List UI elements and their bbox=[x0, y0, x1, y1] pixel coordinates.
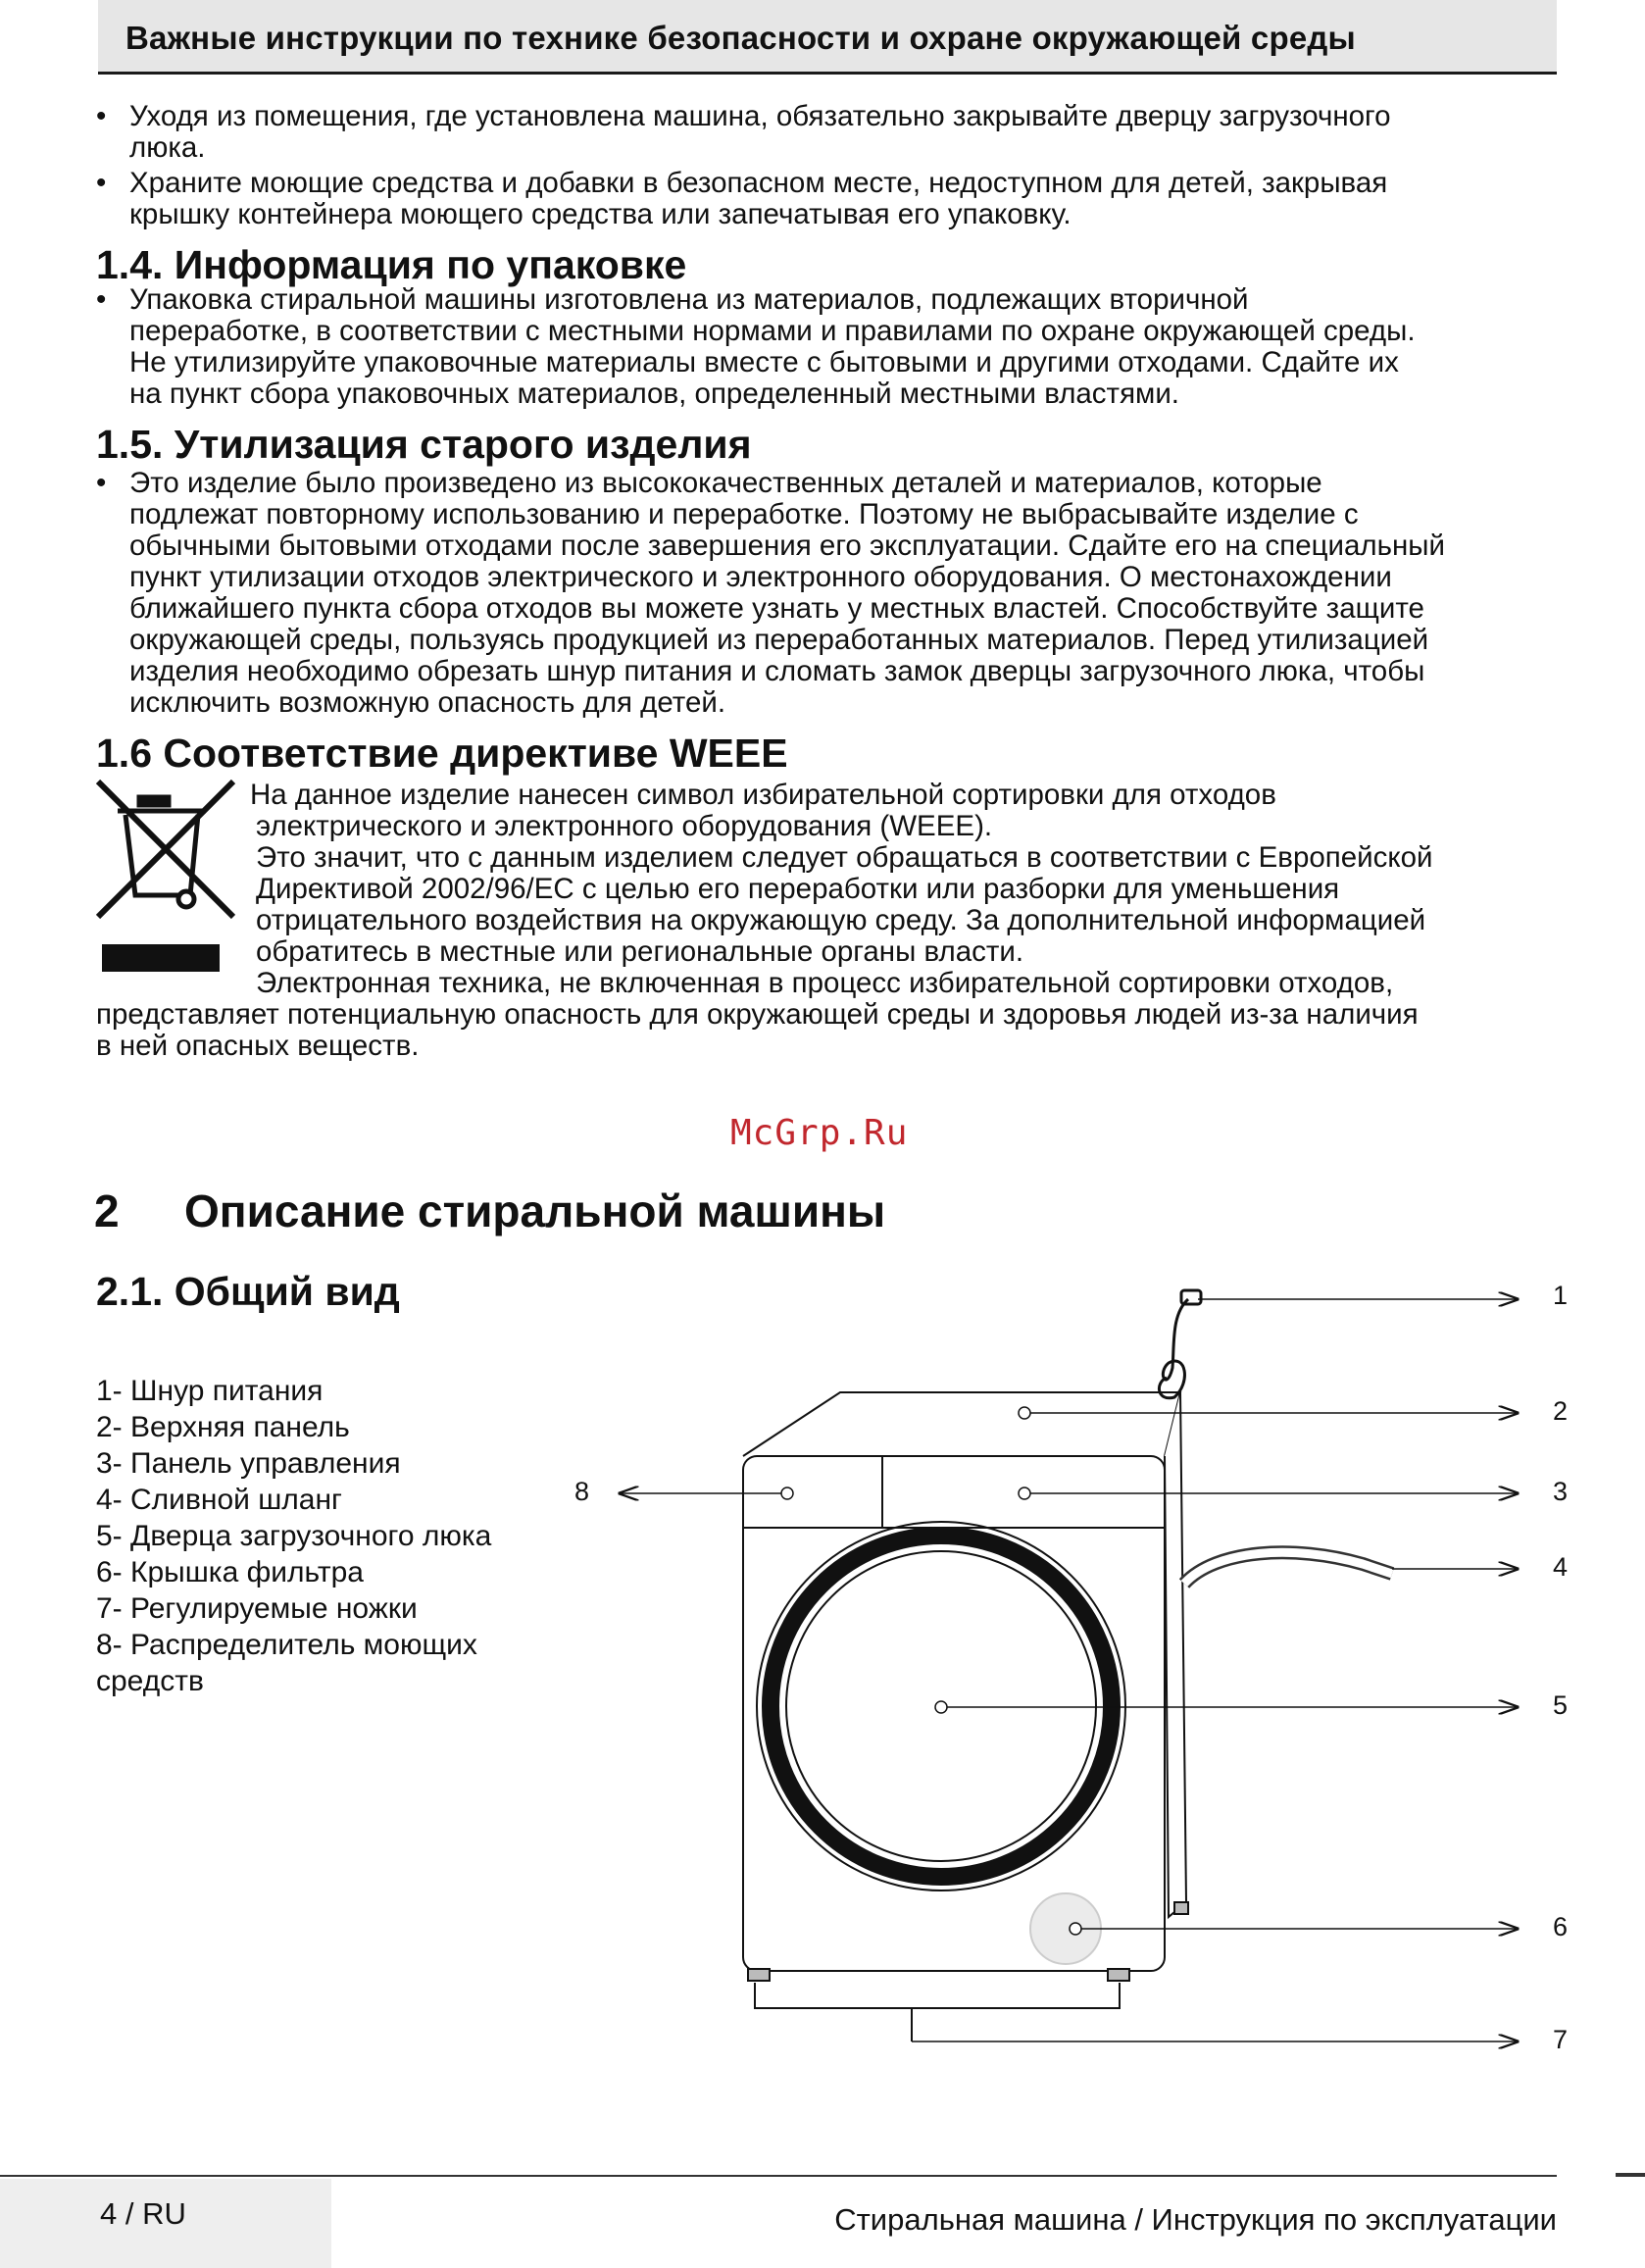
legend-item: 5- Дверца загрузочного люка bbox=[96, 1520, 492, 1552]
callout-6: 6 bbox=[1553, 1912, 1569, 1941]
section-1-4-title: 1.4. Информация по упаковке bbox=[96, 242, 687, 287]
legend-item: 4- Сливной шланг bbox=[96, 1484, 342, 1516]
text-line: на пункт сбора упаковочных материалов, определенный местными властями. bbox=[129, 378, 1180, 410]
text-line: Директивой 2002/96/EC с целью его переработки или разборки для уменьшения bbox=[256, 873, 1340, 905]
text-line: подлежат повторному использованию и переработке. Поэтому не выбрасывайте изделие с bbox=[129, 498, 1359, 530]
callout-4: 4 bbox=[1553, 1552, 1569, 1582]
text-line: обратитесь в местные или региональные органы власти. bbox=[256, 935, 1024, 968]
legend-item: 3- Панель управления bbox=[96, 1447, 401, 1480]
footer-mark bbox=[1616, 2173, 1645, 2177]
text-line: в ней опасных веществ. bbox=[96, 1030, 420, 1062]
text-line: Упаковка стиральной машины изготовлена из материалов, подлежащих вторичной bbox=[129, 283, 1249, 316]
text-line: На данное изделие нанесен символ избирательной сортировки для отходов bbox=[250, 779, 1276, 811]
footer-page-number: 4 / RU bbox=[100, 2196, 186, 2231]
text-line: исключить возможную опасность для детей. bbox=[129, 686, 726, 719]
legend-item: средств bbox=[96, 1665, 204, 1697]
text-line: изделия необходимо обрезать шнур питания и сломать замок дверцы загрузочного люка, чтобы bbox=[129, 655, 1425, 687]
page-header-title: Важные инструкции по технике безопасности и охране окружающей среды bbox=[125, 20, 1356, 56]
callout-1: 1 bbox=[1553, 1281, 1569, 1310]
chapter-title: Описание стиральной машины bbox=[184, 1185, 886, 1236]
footer-doc-title: Стиральная машина / Инструкция по эксплуатации bbox=[834, 2202, 1557, 2237]
text-line: ближайшего пункта сбора отходов вы можете узнать у местных властей. Способствуйте защите bbox=[129, 592, 1424, 625]
legend-item: 2- Верхняя панель bbox=[96, 1411, 350, 1443]
text-line: переработке, в соответствии с местными нормами и правилами по охране окружающей среды. bbox=[129, 315, 1416, 347]
bullet-marker: • bbox=[96, 283, 107, 316]
legend-item: 7- Регулируемые ножки bbox=[96, 1592, 418, 1625]
text-line: представляет потенциальную опасность для окружающей среды и здоровья людей из-за наличия bbox=[96, 998, 1419, 1031]
text-line: отрицательного воздействия на окружающую среду. За дополнительной информацией bbox=[256, 904, 1426, 936]
text-line: Это значит, что с данным изделием следует обращаться в соответствии с Европейской bbox=[256, 841, 1433, 874]
callout-2: 2 bbox=[1553, 1396, 1569, 1426]
foot-right bbox=[1108, 1969, 1129, 1981]
power-cord bbox=[1159, 1299, 1188, 1398]
callout-5: 5 bbox=[1553, 1690, 1569, 1720]
bullet-marker: • bbox=[96, 167, 107, 199]
text-line: обычными бытовыми отходами после завершения его эксплуатации. Сдайте его на специальный bbox=[129, 529, 1445, 562]
text-line: Храните моющие средства и добавки в безопасном месте, недоступном для детей, закрывая bbox=[129, 167, 1388, 199]
text-line: Электронная техника, не включенная в процесс избирательной сортировки отходов, bbox=[256, 967, 1394, 999]
text-line: Не утилизируйте упаковочные материалы вместе с бытовыми и другими отходами. Сдайте их bbox=[129, 346, 1399, 378]
watermark-link[interactable]: McGrp.Ru bbox=[730, 1113, 909, 1153]
bullet-marker: • bbox=[96, 100, 107, 132]
legend-item: 1- Шнур питания bbox=[96, 1375, 324, 1407]
top-panel bbox=[743, 1392, 1180, 1456]
footer-divider bbox=[0, 2175, 1557, 2177]
text-line: электрического и электронного оборудования (WEEE). bbox=[256, 810, 993, 842]
callout-3: 3 bbox=[1553, 1477, 1569, 1506]
text-line: крышку контейнера моющего средства или запечатывая его упаковку. bbox=[129, 198, 1072, 230]
text-line: люка. bbox=[129, 131, 206, 164]
text-line: окружающей среды, пользуясь продукцией из переработанных материалов. Перед утилизацией bbox=[129, 624, 1429, 656]
section-1-6-title: 1.6 Соответствие директиве WEEE bbox=[96, 731, 788, 776]
legend-item: 6- Крышка фильтра bbox=[96, 1556, 364, 1588]
callout-7: 7 bbox=[1553, 2025, 1569, 2054]
chapter-number: 2 bbox=[94, 1185, 120, 1236]
callout-8: 8 bbox=[574, 1477, 590, 1506]
bullet-marker: • bbox=[96, 467, 107, 499]
section-2-1-title: 2.1. Общий вид bbox=[96, 1269, 400, 1314]
text-line: Уходя из помещения, где установлена машина, обязательно закрывайте дверцу загрузочного bbox=[129, 100, 1391, 132]
foot-left bbox=[748, 1969, 770, 1981]
legend-item: 8- Распределитель моющих bbox=[96, 1629, 477, 1661]
text-line: пункт утилизации отходов электрического и электронного оборудования. О местонахождении bbox=[129, 561, 1392, 593]
section-1-5-title: 1.5. Утилизация старого изделия bbox=[96, 422, 752, 467]
text-line: Это изделие было произведено из высококачественных деталей и материалов, которые bbox=[129, 467, 1322, 499]
side-panel bbox=[1165, 1392, 1186, 1917]
